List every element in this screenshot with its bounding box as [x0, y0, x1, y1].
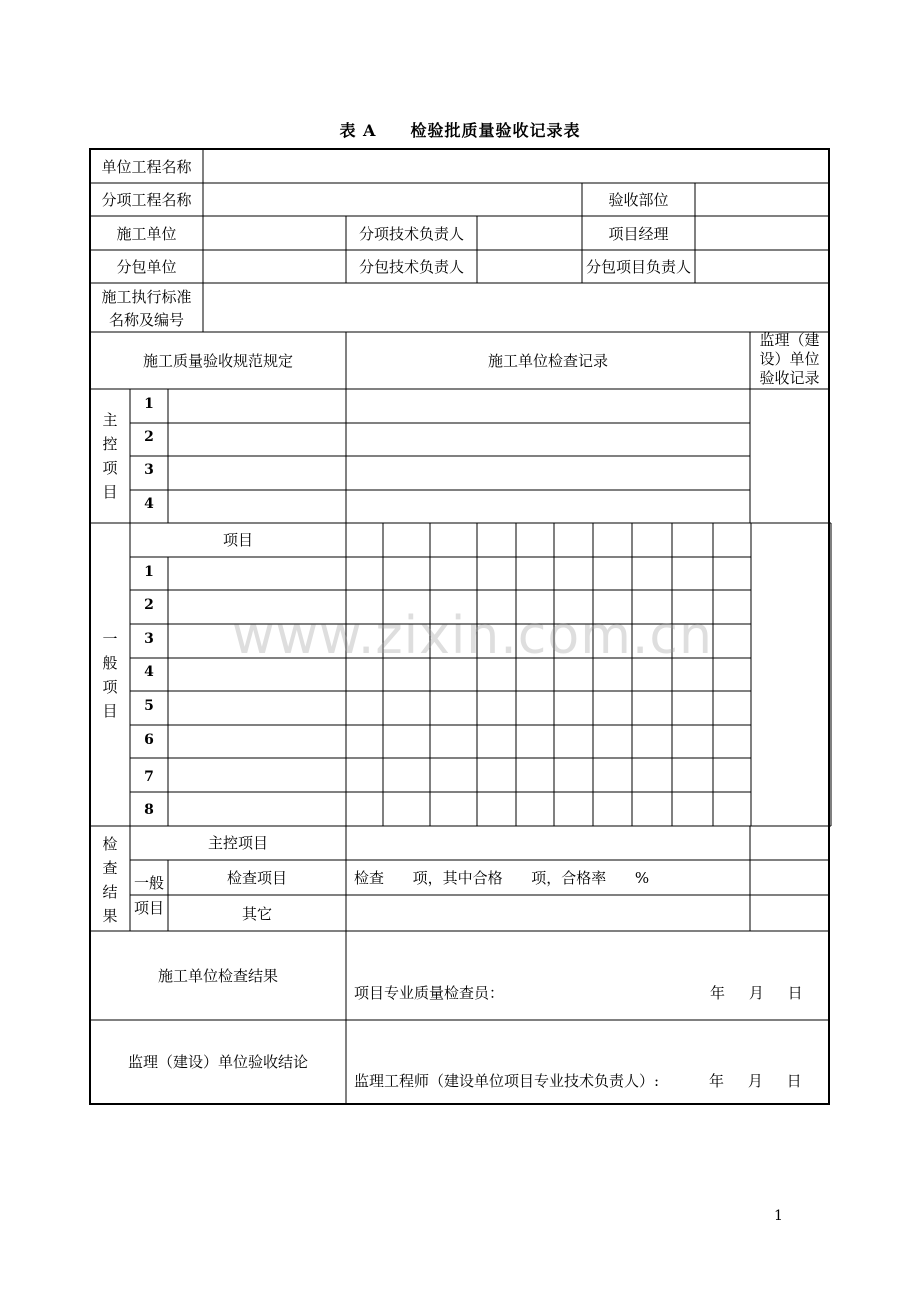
- supervision-column-header-line1: 监理（建: [759, 331, 820, 349]
- subcontract-project-lead-label: 分包项目负责人: [585, 258, 691, 276]
- general-row-number: 2: [144, 597, 154, 613]
- check-result-label-char: 检: [102, 835, 118, 853]
- page-number: 1: [774, 1208, 783, 1224]
- general-row-number: 7: [144, 769, 154, 785]
- general-row-number: 4: [144, 664, 154, 680]
- subcontract-unit-label: 分包单位: [116, 258, 177, 276]
- main-control-label-char: 主: [102, 411, 118, 429]
- general-label-char: 项: [102, 678, 118, 696]
- main-control-row-number: 2: [144, 429, 154, 445]
- check-result-label-char: 查: [102, 859, 118, 877]
- check-result-general-line1: 一般: [133, 874, 164, 892]
- subcontract-tech-lead-label: 分包技术负责人: [358, 258, 464, 276]
- form-title-main: 检验批质量验收记录表: [410, 121, 581, 140]
- supervision-conclusion-engineer: 监理工程师（建设单位项目专业技术负责人）:: [354, 1072, 660, 1090]
- supervision-column-header-line2: 设）单位: [759, 350, 820, 368]
- check-result-formula: 检查 项，其中合格 项，合格率 %: [354, 869, 650, 887]
- sub-tech-lead-label: 分项技术负责人: [358, 225, 464, 243]
- general-label-char: 一: [102, 630, 118, 648]
- construction-result-date: 年 月 日: [710, 984, 803, 1002]
- general-label-char: 目: [102, 702, 118, 720]
- main-control-label-char: 目: [102, 483, 118, 501]
- unit-project-name-label: 单位工程名称: [101, 158, 192, 176]
- check-result-label-char: 结: [102, 883, 118, 901]
- construction-unit-label: 施工单位: [116, 225, 177, 243]
- check-result-main-control: 主控项目: [207, 834, 268, 852]
- supervision-conclusion-label: 监理（建设）单位验收结论: [127, 1053, 308, 1071]
- construction-result-inspector: 项目专业质量检查员：: [354, 984, 505, 1002]
- check-result-general-line2: 项目: [133, 899, 164, 917]
- standard-label-line2: 名称及编号: [108, 311, 184, 329]
- check-record-column-header: 施工单位检查记录: [487, 352, 608, 370]
- general-row-number: 5: [144, 698, 154, 714]
- acceptance-part-label: 验收部位: [608, 191, 669, 209]
- general-item-header: 项目: [222, 531, 253, 549]
- general-row-number: 3: [144, 631, 154, 647]
- watermark: www.zixin.com.cn: [232, 606, 713, 666]
- general-row-number: 6: [144, 732, 154, 748]
- supervision-column-header-line3: 验收记录: [759, 369, 820, 387]
- check-result-label-char: 果: [102, 907, 118, 925]
- spec-column-header: 施工质量验收规范规定: [142, 352, 293, 370]
- main-control-label-char: 项: [102, 459, 118, 477]
- main-control-row-number: 1: [144, 396, 154, 412]
- general-label-char: 般: [102, 654, 118, 672]
- check-result-check-items: 检查项目: [226, 869, 287, 887]
- check-result-others: 其它: [241, 905, 272, 923]
- form-title-prefix: 表 A: [339, 121, 377, 140]
- main-control-row-number: 3: [144, 462, 154, 478]
- supervision-conclusion-date: 年 月 日: [709, 1072, 802, 1090]
- sub-project-name-label: 分项工程名称: [101, 191, 192, 209]
- main-control-label-char: 控: [102, 435, 118, 453]
- standard-label-line1: 施工执行标准: [101, 288, 192, 306]
- construction-result-label: 施工单位检查结果: [157, 967, 278, 985]
- general-row-number: 1: [144, 564, 154, 580]
- project-manager-label: 项目经理: [608, 225, 669, 243]
- general-row-number: 8: [144, 802, 154, 818]
- main-control-row-number: 4: [144, 496, 154, 512]
